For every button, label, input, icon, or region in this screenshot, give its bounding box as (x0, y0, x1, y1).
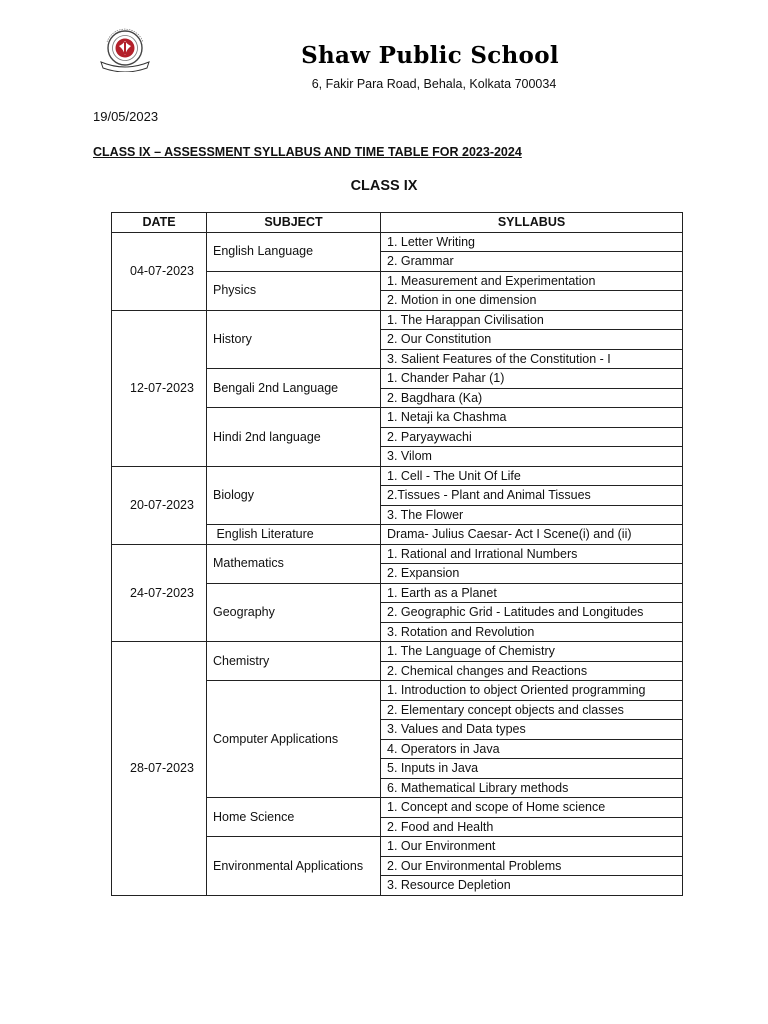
table-row (112, 544, 683, 564)
document-heading: CLASS IX – ASSESSMENT SYLLABUS AND TIME TABLE FOR 2023-2024 (93, 145, 522, 159)
syllabus-item-cell: 2. Our Environmental Problems (381, 856, 683, 876)
subject-cell: Hindi 2nd language (207, 408, 381, 467)
class-title: CLASS IX (350, 178, 418, 194)
syllabus-item-cell: 2. Paryaywachi (381, 427, 683, 447)
syllabus-item-cell: 2.Tissues - Plant and Animal Tissues (381, 486, 683, 506)
syllabus-item-cell: 2. Bagdhara (Ka) (381, 388, 683, 408)
syllabus-item-cell: 1. The Language of Chemistry (381, 642, 683, 662)
column-header-subject: SUBJECT (207, 213, 381, 233)
subject-cell: Computer Applications (207, 681, 381, 798)
subject-cell: English Language (207, 232, 381, 271)
syllabus-item-cell: 2. Chemical changes and Reactions (381, 661, 683, 681)
syllabus-item-cell: 2. Expansion (381, 564, 683, 584)
document-date: 19/05/2023 (93, 109, 159, 124)
exam-date-cell: 20-07-2023 (112, 466, 207, 544)
subject-cell: Chemistry (207, 642, 381, 681)
syllabus-item-cell: 1. Chander Pahar (1) (381, 369, 683, 389)
table-row (112, 232, 683, 252)
syllabus-item-cell: 1. Earth as a Planet (381, 583, 683, 603)
subject-cell: Home Science (207, 798, 381, 837)
syllabus-item-cell: 1. Letter Writing (381, 232, 683, 252)
subject-cell: Mathematics (207, 544, 381, 583)
subject-cell: Environmental Applications (207, 837, 381, 896)
column-header-syllabus: SYLLABUS (381, 213, 683, 233)
syllabus-item-cell: 1. Cell - The Unit Of Life (381, 466, 683, 486)
exam-date-cell: 12-07-2023 (112, 310, 207, 466)
school-address: 6, Fakir Para Road, Behala, Kolkata 700034 (311, 77, 557, 91)
table-row (112, 466, 683, 486)
column-header-date: DATE (112, 213, 207, 233)
syllabus-item-cell: Drama- Julius Caesar- Act I Scene(i) and (ii) (381, 525, 683, 545)
syllabus-item-cell: 1. Our Environment (381, 837, 683, 857)
syllabus-item-cell: 3. Resource Depletion (381, 876, 683, 896)
syllabus-item-cell: 2. Elementary concept objects and classes (381, 700, 683, 720)
syllabus-item-cell: 2. Geographic Grid - Latitudes and Longitudes (381, 603, 683, 623)
syllabus-item-cell: 1. The Harappan Civilisation (381, 310, 683, 330)
subject-cell: English Literature (207, 525, 381, 545)
syllabus-item-cell: 2. Grammar (381, 252, 683, 272)
syllabus-item-cell: 3. Values and Data types (381, 720, 683, 740)
syllabus-item-cell: 1. Concept and scope of Home science (381, 798, 683, 818)
syllabus-item-cell: 1. Measurement and Experimentation (381, 271, 683, 291)
table-body (112, 232, 683, 895)
syllabus-item-cell: 5. Inputs in Java (381, 759, 683, 779)
exam-date-cell: 24-07-2023 (112, 544, 207, 642)
subject-cell: Geography (207, 583, 381, 642)
exam-date-cell: 28-07-2023 (112, 642, 207, 896)
syllabus-item-cell: 3. The Flower (381, 505, 683, 525)
subject-cell: Bengali 2nd Language (207, 369, 381, 408)
school-name: Shaw Public School (301, 42, 559, 69)
table-row (112, 642, 683, 662)
exam-date-cell: 04-07-2023 (112, 232, 207, 310)
table-row (112, 310, 683, 330)
syllabus-item-cell: 3. Rotation and Revolution (381, 622, 683, 642)
syllabus-item-cell: 2. Food and Health (381, 817, 683, 837)
syllabus-item-cell: 1. Rational and Irrational Numbers (381, 544, 683, 564)
subject-cell: History (207, 310, 381, 369)
syllabus-table (111, 212, 683, 896)
syllabus-item-cell: 6. Mathematical Library methods (381, 778, 683, 798)
syllabus-item-cell: 3. Salient Features of the Constitution - I (381, 349, 683, 369)
syllabus-item-cell: 2. Our Constitution (381, 330, 683, 350)
subject-cell: Physics (207, 271, 381, 310)
subject-cell: Biology (207, 466, 381, 525)
syllabus-item-cell: 2. Motion in one dimension (381, 291, 683, 311)
syllabus-item-cell: 1. Netaji ka Chashma (381, 408, 683, 428)
syllabus-item-cell: 1. Introduction to object Oriented programming (381, 681, 683, 701)
table-header-row (112, 213, 683, 233)
syllabus-item-cell: 4. Operators in Java (381, 739, 683, 759)
syllabus-item-cell: 3. Vilom (381, 447, 683, 467)
